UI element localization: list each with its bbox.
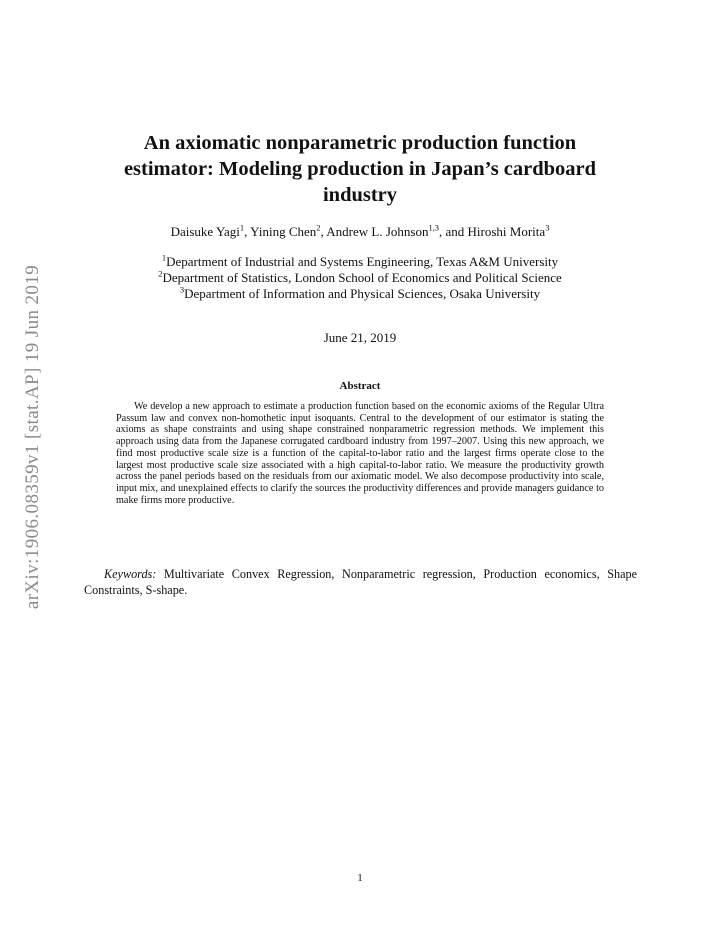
- paper-date: June 21, 2019: [323, 330, 397, 345]
- affiliation: $^2$Department of Statistics, London School of Economics and Political Science: [158, 268, 562, 285]
- arxiv-stamp: arXiv:1906.08359v1 [stat.AP] 19 Jun 2019: [22, 264, 43, 610]
- affiliation-list: [80, 254, 640, 302]
- abstract-body: We develop a new approach to estimate a production function based on the economic axioms of the Regular Ultra Passum law and convex non-homothetic input isoquants. Central to the development of our estimator is stating the axioms as shape constraints and using shape constrained nonparametric regression methods. We implement this approach using data from the Japanese corrugated cardboard industry from 1997–2007. Using this new approach, we find most productive scale size is a function of the capital-to-labor ratio and the largest firms operate close to the largest most productive scale size associated with a high capital-to-labor ratio. We measure the productivity growth across the panel periods based on the residuals from our axiomatic model. We also decompose productivity into scale, input mix, and unexplained effects to clarify the sources the productivity differences and provide managers guidance to make firms more productive.: [116, 401, 604, 506]
- author: Andrew L. Johnson$^{1,3}$: [326, 222, 440, 239]
- author-list: Daisuke Yagi$^1$, Yining Chen$^2$, Andrew L. Johnson$^{1,3}$, and Hiroshi Morita$^3$: [170, 222, 550, 239]
- keywords-label: Keywords:: [104, 567, 157, 581]
- title-line-3: industry: [322, 184, 398, 206]
- abstract-heading: Abstract: [339, 380, 381, 392]
- page-number: 1: [357, 872, 363, 884]
- author: Yining Chen$^2$: [250, 222, 321, 239]
- paper-title: [80, 130, 640, 208]
- keywords-text: Multivariate Convex Regression, Nonparametric regression, Production economics, Shape Constraints, S-shape.: [84, 567, 637, 597]
- author: Hiroshi Morita$^3$: [467, 222, 550, 239]
- affiliation: $^3$Department of Information and Physical Sciences, Osaka University: [179, 284, 541, 301]
- keywords: [84, 566, 637, 598]
- affiliation: $^1$Department of Industrial and Systems Engineering, Texas A&M University: [161, 252, 559, 269]
- title-line-2: estimator: Modeling production in Japan’s cardboard: [123, 158, 597, 180]
- author: Daisuke Yagi$^1$: [170, 222, 245, 239]
- title-line-1: An axiomatic nonparametric production function: [143, 132, 577, 154]
